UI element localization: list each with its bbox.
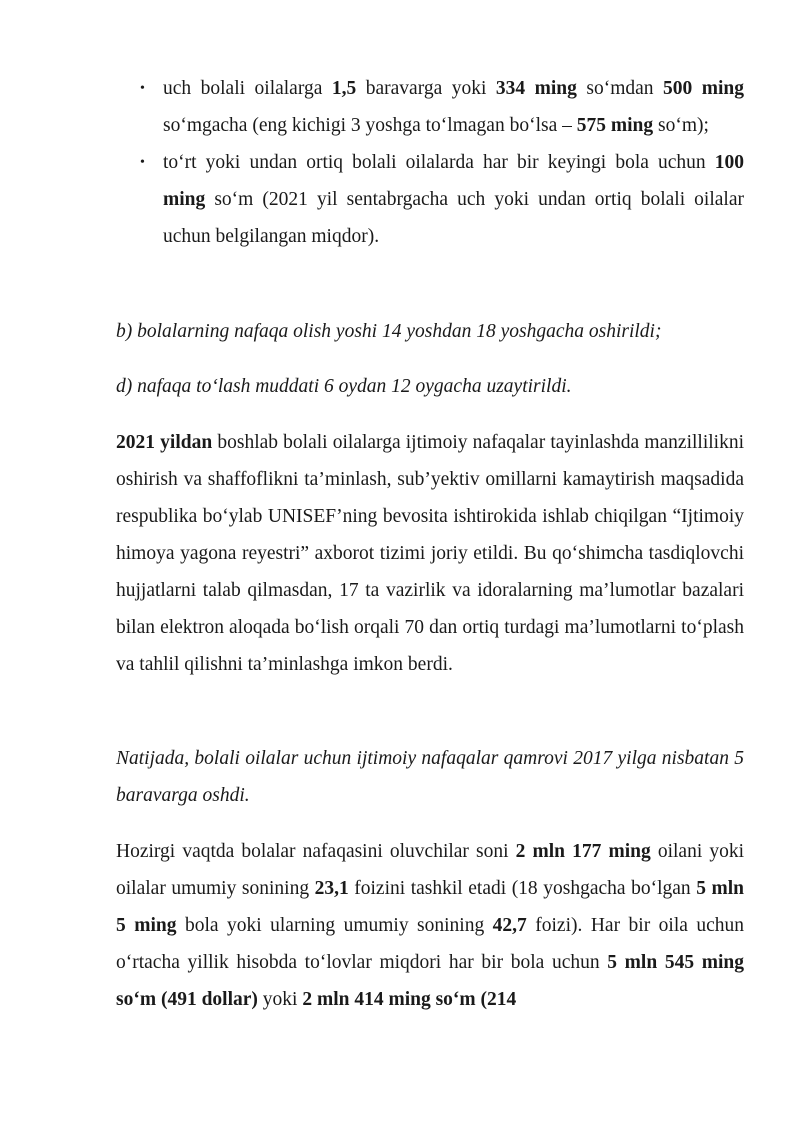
result-paragraph: Natijada, bolali oilalar uchun ijtimoiy nafaqalar qamrovi 2017 yilga nisbatan 5 baravarga oshdi. — [116, 748, 744, 806]
text-run: foizi). Har bir oila uchun o‘rtacha yillik hisobda to‘lovlar miqdori har bir bola uchun — [116, 915, 745, 973]
bullet-marker: • — [140, 155, 145, 170]
bold-text: 100 ming — [163, 152, 744, 210]
item-b-paragraph: b) bolalarning nafaqa olish yoshi 14 yoshdan 18 yoshgacha oshirildi; — [116, 321, 662, 342]
paragraph-current-stats — [116, 833, 744, 1018]
bullet-text — [163, 152, 744, 247]
bold-text: 334 ming — [495, 78, 577, 99]
item-d-paragraph: d) nafaqa to‘lash muddati 6 oydan 12 oygacha uzaytirildi. — [116, 376, 572, 397]
bold-text: 500 ming — [663, 78, 744, 99]
bold-text: 23,1 — [314, 878, 349, 899]
text-run: yoki — [257, 989, 303, 1010]
bold-text: 1,5 — [331, 78, 357, 99]
bold-text: 575 ming — [576, 115, 654, 136]
bold-text: 2 mln 414 ming so‘m (214 — [302, 989, 517, 1010]
text-run: to‘rt yoki undan ortiq bolali oilalarda har bir keyingi bola uchun — [163, 152, 715, 173]
bullet-text — [163, 78, 744, 136]
paragraph-2021 — [116, 424, 744, 683]
bold-text: 2021 yildan — [116, 432, 213, 453]
text-run: uch bolali oilalarga — [163, 78, 332, 99]
bold-text: 5 mln 545 ming so‘m (491 dollar) — [116, 952, 744, 1010]
text-run: boshlab bolali oilalarga ijtimoiy nafaqalar tayinlashda manzillilikni oshirish va shaffoflikni ta’minlash, sub’yektiv omillarni kamaytirish maqsadida respublika bo‘ylab UNISEF’ning bevosita ishtirokida ishlab chiqilgan “Ijtimoiy himoya yagona reyestri” axborot tizimi joriy etildi. Bu qo‘shimcha tasdiqlovchi hujjatlarni talab qilmasdan, 17 ta vazirlik va idoralarning ma’lumotlar bazalari bilan elektron aloqada bo‘lish orqali 70 dan ortiq turdagi ma’lumotlarni to‘plash va tahlil qilishni ta’minlashga imkon berdi. — [116, 432, 744, 675]
text-run: oilani yoki oilalar umumiy sonining — [116, 841, 745, 899]
text-run: so‘mgacha (eng kichigi 3 yoshga to‘lmagan bo‘lsa – — [163, 115, 577, 136]
text-run: so‘mdan — [576, 78, 663, 99]
bullet-item-four-children — [140, 144, 744, 255]
text-run: baravarga yoki — [356, 78, 496, 99]
bold-text: 5 mln 5 ming — [116, 878, 744, 936]
text-run: Hozirgi vaqtda bolalar nafaqasini oluvchilar soni — [116, 841, 516, 862]
text-run: so‘m (2021 yil sentabrgacha uch yoki undan ortiq bolali oilalar uchun belgilangan miqdor). — [163, 189, 744, 247]
bullet-list — [140, 70, 744, 255]
text-run: so‘m); — [653, 115, 709, 136]
text-run: bola yoki ularning umumiy sonining — [176, 915, 493, 936]
bold-text: 2 mln 177 ming — [515, 841, 651, 862]
bullet-marker: • — [140, 81, 145, 96]
text-run: foizini tashkil etadi (18 yoshgacha bo‘lgan — [348, 878, 697, 899]
bullet-item-three-children — [140, 70, 744, 144]
bold-text: 42,7 — [492, 915, 527, 936]
